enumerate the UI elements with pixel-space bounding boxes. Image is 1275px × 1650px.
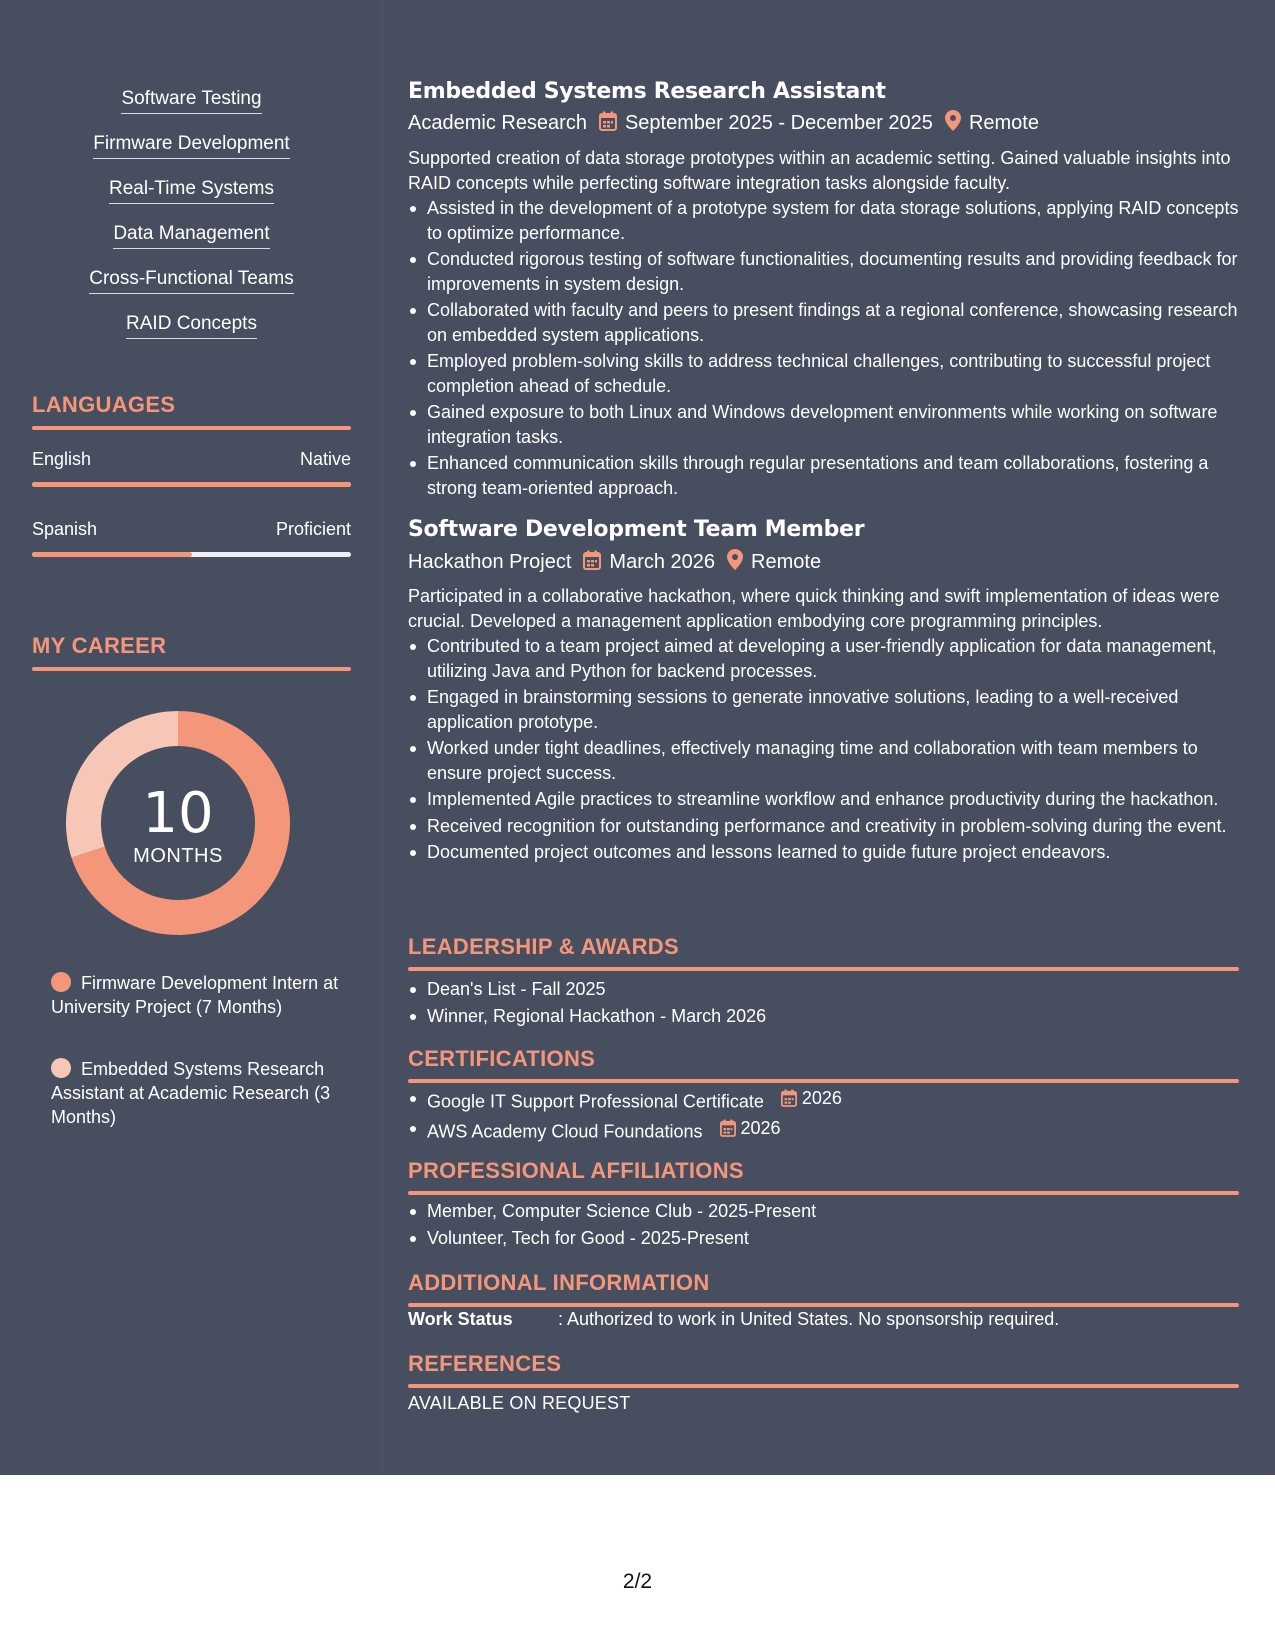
language-english	[32, 449, 351, 487]
list-item: Received recognition for outstanding performance and creativity in problem-solving during the event.	[408, 814, 1239, 839]
job-description: Supported creation of data storage prototypes within an academic setting. Gained valuable insights into RAID concepts while perfecting software integration tasks alongside faculty.	[408, 148, 1231, 193]
skill-item	[32, 88, 351, 114]
section-title: MY CAREER	[32, 633, 167, 658]
job-bullets	[408, 634, 1239, 867]
calendar-icon	[781, 1089, 797, 1107]
leadership-list	[408, 977, 1239, 1030]
section-rule	[32, 667, 351, 671]
section-title: REFERENCES	[408, 1351, 562, 1376]
skill-label: Real-Time Systems	[109, 178, 274, 204]
job-company: Hackathon Project	[408, 551, 572, 573]
column-divider	[382, 0, 383, 1475]
list-item: Winner, Regional Hackathon - March 2026	[408, 1004, 1239, 1029]
calendar-icon	[583, 550, 601, 576]
section-rule	[408, 1079, 1239, 1083]
section-title: ADDITIONAL INFORMATION	[408, 1270, 710, 1295]
references-text: AVAILABLE ON REQUEST	[408, 1393, 631, 1413]
certification-year: 2026	[801, 1088, 842, 1108]
career-donut-chart	[66, 711, 290, 935]
section-title: PROFESSIONAL AFFILIATIONS	[408, 1158, 744, 1183]
affiliations-heading	[408, 1158, 1239, 1195]
proficiency-fill	[32, 552, 192, 557]
language-name: Spanish	[32, 519, 98, 539]
job-company: Academic Research	[408, 112, 587, 134]
legend-label: Firmware Development Intern at University Project (7 Months)	[51, 973, 339, 1017]
skill-item	[32, 178, 351, 204]
section-rule	[32, 426, 351, 430]
list-item: Gained exposure to both Linux and Windows development environments while working on software integration tasks.	[408, 400, 1239, 449]
skill-item	[32, 133, 351, 159]
language-spanish	[32, 519, 351, 557]
location-pin-icon	[727, 549, 743, 576]
career-total-unit: MONTHS	[133, 845, 223, 867]
career-heading	[32, 633, 351, 671]
proficiency-bar	[32, 552, 351, 557]
job-meta	[408, 110, 1039, 137]
list-item: Dean's List - Fall 2025	[408, 977, 1239, 1002]
proficiency-fill	[32, 482, 351, 487]
section-rule	[408, 1384, 1239, 1388]
certification-item	[408, 1086, 1239, 1114]
skill-label: Cross-Functional Teams	[89, 268, 294, 294]
legend-label: Embedded Systems Research Assistant at Academic Research (3 Months)	[51, 1059, 331, 1127]
work-status-value: : Authorized to work in United States. No sponsorship required.	[558, 1309, 1060, 1329]
list-item: Conducted rigorous testing of software functionalities, documenting results and providing feedback for improvements in system design.	[408, 247, 1239, 296]
work-status-label: Work Status	[408, 1309, 513, 1329]
work-status-row	[408, 1309, 1239, 1330]
section-title: LEADERSHIP & AWARDS	[408, 934, 679, 959]
section-title: CERTIFICATIONS	[408, 1046, 596, 1071]
list-item: Enhanced communication skills through regular presentations and team collaborations, fostering a strong team-oriented approach.	[408, 451, 1239, 500]
additional-info-heading	[408, 1270, 1239, 1307]
job-bullets	[408, 196, 1239, 502]
list-item: Engaged in brainstorming sessions to generate innovative solutions, leading to a well-received application prototype.	[408, 685, 1239, 734]
calendar-icon	[599, 111, 617, 137]
language-level: Proficient	[275, 519, 351, 539]
section-rule	[408, 1191, 1239, 1195]
skill-item	[32, 313, 351, 339]
career-total-number: 10	[142, 781, 214, 846]
list-item: Contributed to a team project aimed at developing a user-friendly application for data management, utilizing Java and Python for backend processes.	[408, 634, 1239, 683]
list-item: Implemented Agile practices to streamline workflow and enhance productivity during the hackathon.	[408, 787, 1239, 812]
language-level: Native	[299, 449, 351, 469]
certification-name: Google IT Support Professional Certificate	[427, 1091, 764, 1112]
references-heading	[408, 1351, 1239, 1388]
skill-item	[32, 223, 351, 249]
proficiency-bar	[32, 482, 351, 487]
languages-heading	[32, 392, 351, 430]
career-legend-item	[51, 971, 341, 1019]
job-meta	[408, 549, 821, 576]
certifications-list	[408, 1086, 1239, 1146]
affiliations-list	[408, 1199, 1239, 1252]
section-rule	[408, 1303, 1239, 1307]
job-location: Remote	[751, 551, 822, 573]
list-item: Worked under tight deadlines, effectively managing time and collaboration with team members to ensure project success.	[408, 736, 1239, 785]
certification-name: AWS Academy Cloud Foundations	[427, 1121, 703, 1141]
section-rule	[408, 967, 1239, 971]
job-title: Embedded Systems Research Assistant	[408, 79, 886, 104]
skill-label: RAID Concepts	[126, 313, 257, 339]
job-location: Remote	[968, 112, 1039, 134]
job-description: Participated in a collaborative hackathon, where quick thinking and swift implementation of ideas were crucial. Developed a management application embodying core programming principles.	[408, 586, 1220, 631]
job-dates: March 2026	[609, 551, 716, 573]
list-item: Volunteer, Tech for Good - 2025-Present	[408, 1226, 1239, 1251]
location-pin-icon	[945, 110, 961, 137]
calendar-icon	[720, 1119, 736, 1137]
list-item: Assisted in the development of a prototype system for data storage solutions, applying RAID concepts to optimize performance.	[408, 196, 1239, 245]
skill-label: Software Testing	[121, 88, 261, 114]
page-number: 2/2	[622, 1570, 653, 1593]
certification-year: 2026	[740, 1117, 781, 1138]
skill-item	[32, 268, 351, 294]
section-title: LANGUAGES	[32, 392, 176, 417]
leadership-heading	[408, 934, 1239, 971]
list-item: Member, Computer Science Club - 2025-Present	[408, 1199, 1239, 1224]
skill-label: Data Management	[113, 223, 269, 249]
list-item: Documented project outcomes and lessons learned to guide future project endeavors.	[408, 840, 1239, 865]
certifications-heading	[408, 1046, 1239, 1083]
legend-dot	[51, 1058, 71, 1078]
job-dates: September 2025 - December 2025	[624, 112, 933, 134]
language-name: English	[32, 449, 92, 469]
job-title: Software Development Team Member	[408, 517, 865, 542]
career-legend-item	[51, 1057, 341, 1129]
list-item: Collaborated with faculty and peers to present findings at a regional conference, showcasing research on embedded system applications.	[408, 298, 1239, 347]
skill-label: Firmware Development	[93, 133, 289, 159]
certification-item	[408, 1116, 1239, 1144]
list-item: Employed problem-solving skills to address technical challenges, contributing to successful project completion ahead of schedule.	[408, 349, 1239, 398]
legend-dot	[51, 972, 71, 992]
